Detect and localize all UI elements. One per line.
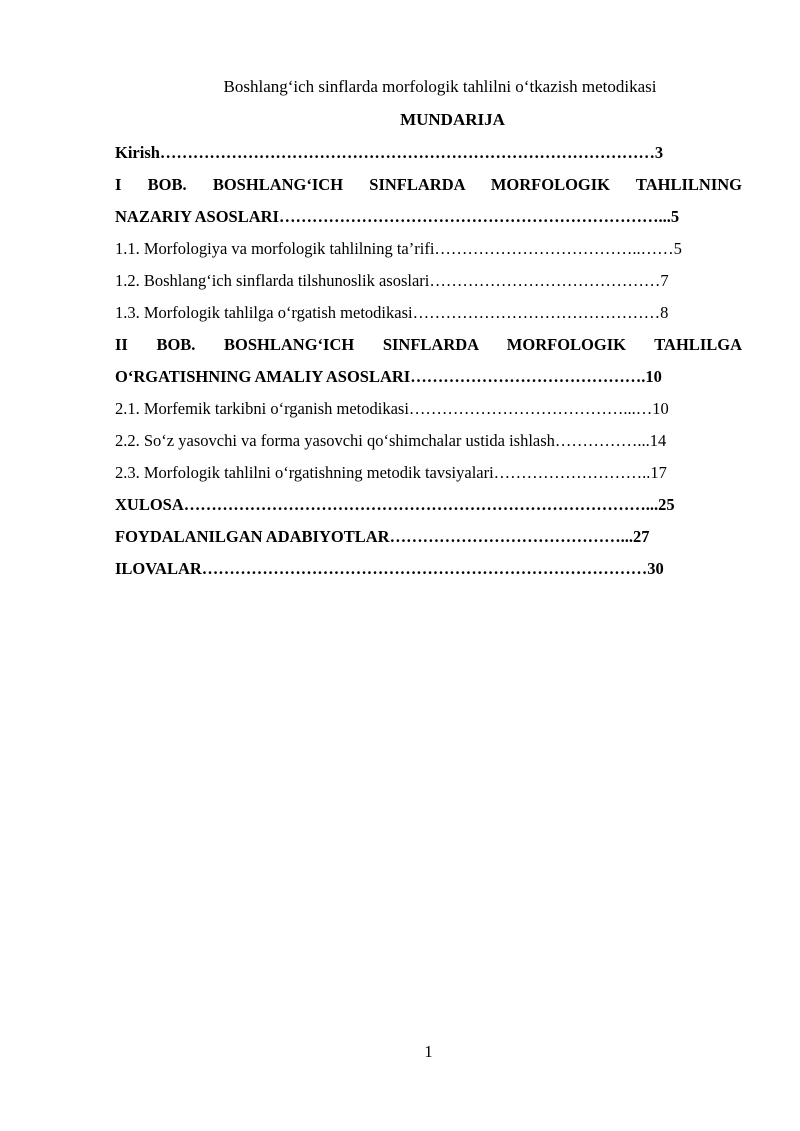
- toc-entry-section-1-1: 1.1. Morfologiya va morfologik tahlilning ta’rifi………………………………..……5: [115, 239, 682, 258]
- toc-entry-section-2-2: 2.2. So‘z yasovchi va forma yasovchi qo‘shimchalar ustida ishlash……………...14: [115, 431, 667, 450]
- toc-entry-xulosa: XULOSA…………………………………………………………………………...25: [115, 495, 675, 514]
- toc-entry-section-2-3: 2.3. Morfologik tahlilni o‘rgatishning metodik tavsiyalari………………………..17: [115, 463, 667, 482]
- toc-heading: MUNDARIJA: [400, 110, 505, 129]
- toc-entry-chapter-1-line-1: I BOB. BOSHLANG‘ICH SINFLARDA MORFOLOGIK TAHLILNING: [115, 175, 742, 194]
- toc-entry-section-1-2: 1.2. Boshlang‘ich sinflarda tilshunoslik asoslari……………………………………7: [115, 271, 669, 290]
- toc-entry-section-1-3: 1.3. Morfologik tahlilga o‘rgatish metodikasi………………………………………8: [115, 303, 669, 322]
- toc-entry-ilovalar: ILOVALAR………………………………………………………………………30: [115, 559, 664, 578]
- table-of-contents: [115, 140, 742, 588]
- toc-entry-chapter-2-line-1: II BOB. BOSHLANG‘ICH SINFLARDA MORFOLOGIK TAHLILGA: [115, 335, 742, 354]
- toc-entry-kirish: Kirish………………………………………………………………………………3: [115, 143, 664, 162]
- toc-entry-chapter-1-line-2: NAZARIY ASOSLARI……………………………………………………………...5: [115, 207, 680, 226]
- toc-entry-adabiyotlar: FOYDALANILGAN ADABIYOTLAR……………………………………...27: [115, 527, 650, 546]
- page-number: 1: [424, 1042, 433, 1061]
- toc-entry-section-2-1: 2.1. Morfemik tarkibni o‘rganish metodikasi…………………………………...…10: [115, 399, 669, 418]
- toc-entry-chapter-2-line-2: O‘RGATISHNING AMALIY ASOSLARI…………………………………….10: [115, 367, 662, 386]
- document-title: Boshlang‘ich sinflarda morfologik tahlilni o‘tkazish metodikasi: [223, 77, 657, 96]
